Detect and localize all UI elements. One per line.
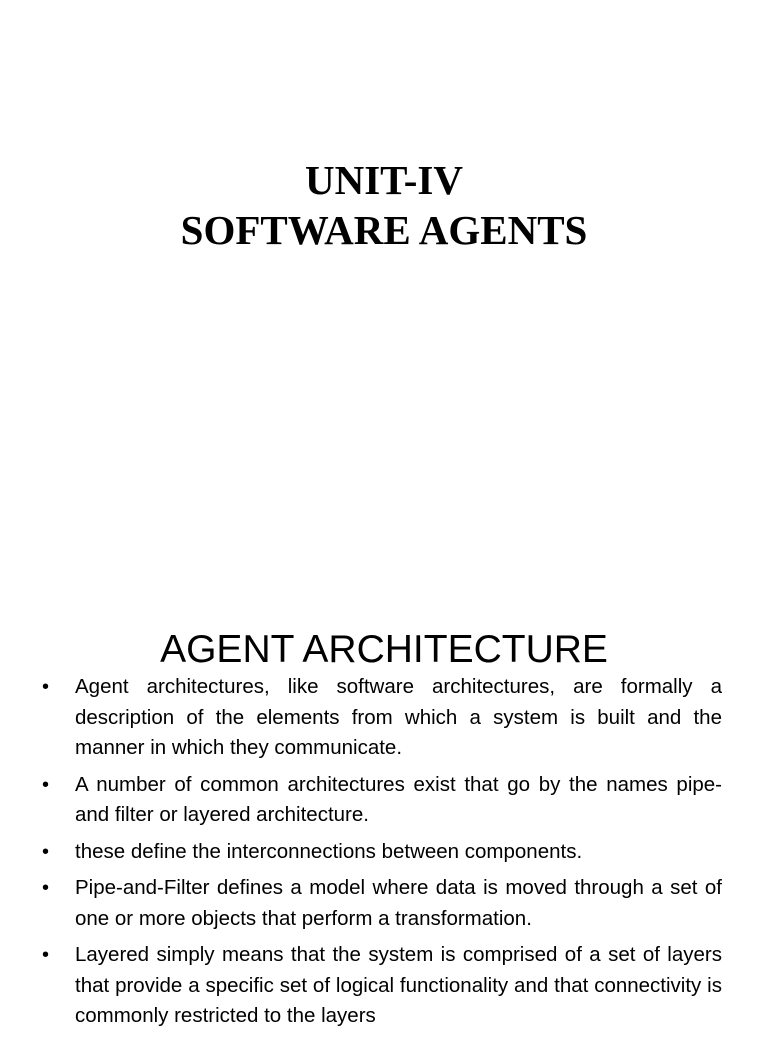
bullet-icon: •	[42, 676, 50, 698]
bullet-text: Layered simply means that the system is comprised of a set of layers that provide a specific set of logical functionality and that connectivity is commonly restricted to the layers	[75, 943, 722, 1027]
title-line-topic: SOFTWARE AGENTS	[180, 207, 588, 253]
bullet-text: A number of common architectures exist that go by the names pipe-and filter or layered architecture.	[75, 772, 722, 826]
bullet-item-pipe-and-filter	[40, 873, 722, 934]
bullet-item-definition	[40, 672, 722, 764]
bullet-text: Pipe-and-Filter defines a model where data is moved through a set of one or more objects that perform a transformation.	[75, 876, 722, 930]
bullet-text: Agent architectures, like software architectures, are formally a description of the elements from which a system is built and the manner in which they communicate.	[75, 675, 722, 759]
bullet-icon: •	[42, 944, 50, 966]
slide-title	[0, 155, 768, 255]
bullet-icon: •	[42, 840, 50, 863]
bullet-icon: •	[42, 877, 50, 899]
bullet-list	[40, 672, 722, 1038]
bullet-item-common-architectures	[40, 770, 722, 831]
title-line-unit: UNIT-IV	[305, 157, 463, 203]
bullet-icon: •	[42, 773, 50, 796]
bullet-text: these define the interconnections between components.	[75, 839, 583, 863]
bullet-item-interconnections	[40, 837, 722, 868]
bullet-item-layered	[40, 940, 722, 1032]
section-heading: AGENT ARCHITECTURE	[160, 628, 608, 671]
